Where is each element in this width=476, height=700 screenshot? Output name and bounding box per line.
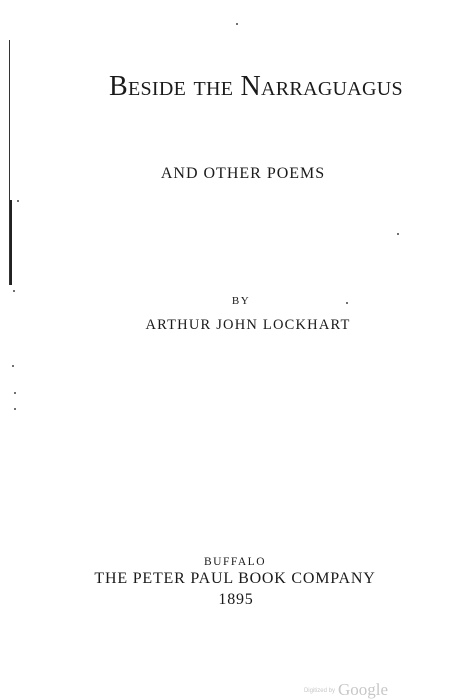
publication-year: 1895 bbox=[218, 591, 254, 608]
scan-speck bbox=[236, 23, 238, 25]
watermark-prefix: Digitized by bbox=[303, 687, 335, 694]
google-watermark bbox=[304, 680, 388, 700]
book-subtitle: AND OTHER POEMS bbox=[160, 165, 326, 182]
page-edge-mark bbox=[10, 200, 12, 285]
byline-label: BY bbox=[231, 295, 251, 307]
scan-speck bbox=[14, 392, 16, 394]
book-title: Beside the Narraguagus bbox=[109, 71, 403, 102]
author-name: ARTHUR JOHN LOCKHART bbox=[145, 317, 351, 333]
watermark-brand: Google bbox=[337, 680, 388, 699]
publisher-name: THE PETER PAUL BOOK COMPANY bbox=[94, 570, 376, 587]
scan-speck bbox=[17, 200, 19, 202]
scan-speck bbox=[397, 233, 399, 235]
scan-speck bbox=[14, 408, 16, 410]
scan-speck bbox=[12, 365, 14, 367]
publisher-city: BUFFALO bbox=[203, 556, 267, 568]
scan-speck bbox=[13, 290, 15, 292]
